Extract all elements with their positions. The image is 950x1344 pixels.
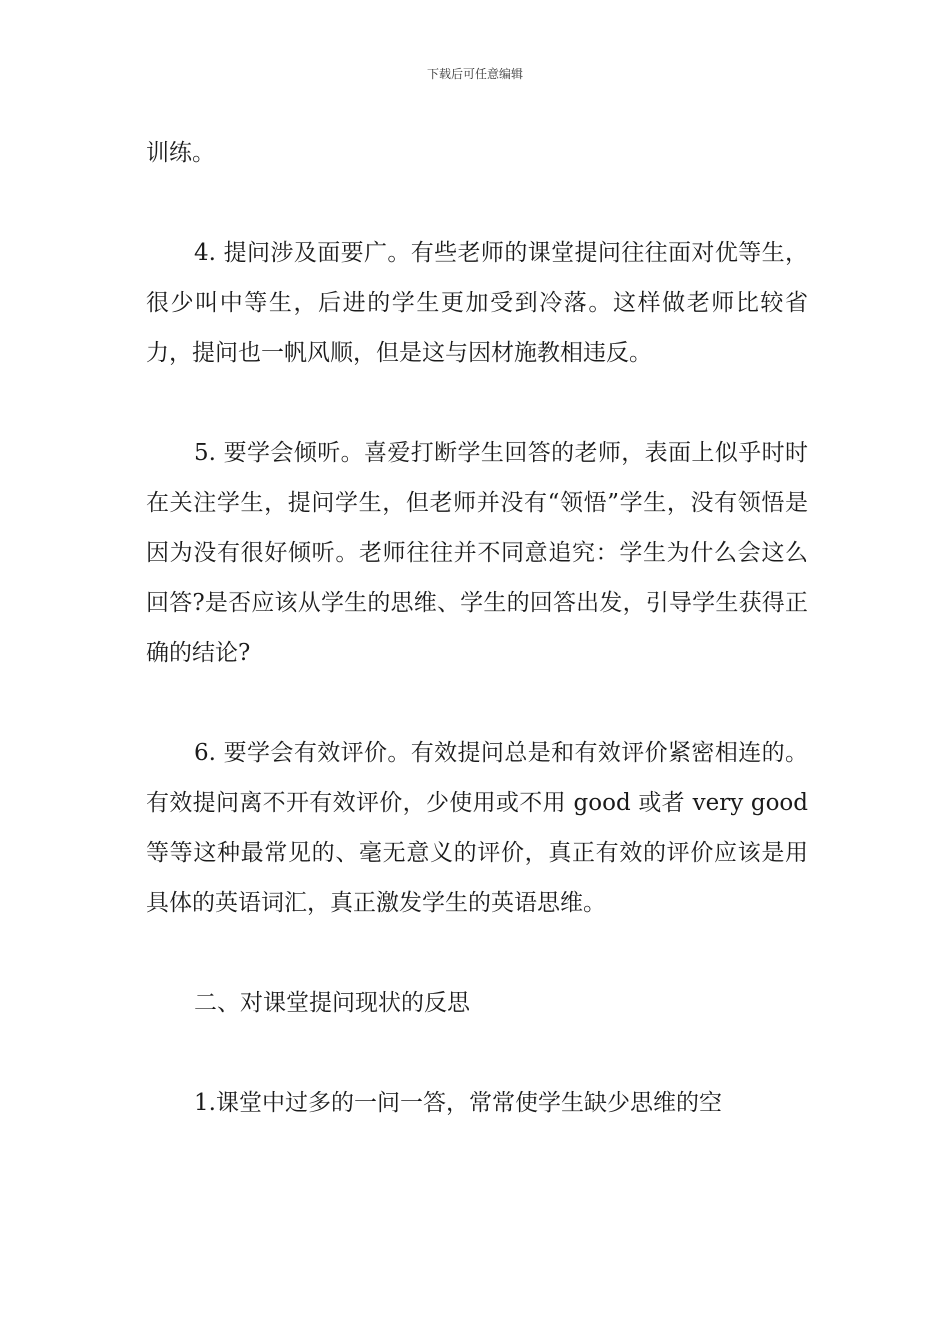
paragraph-item-4: 4. 提问涉及面要广。有些老师的课堂提问往往面对优等生，很少叫中等生，后进的学生更加受到冷落。这样做老师比较省力，提问也一帆风顺，但是这与因材施教相违反。 [146,240,808,366]
paragraph-item-5: 5. 要学会倾听。喜爱打断学生回答的老师，表面上似乎时时在关注学生，提问学生，但老师并没有“领悟”学生，没有领悟是因为没有很好倾听。老师往往并不同意追究：学生为什么会这么回答?是否应该从学生的思维、学生的回答出发，引导学生获得正确的结论? [146,440,808,666]
paragraph-reflection-1: 1.课堂中过多的一问一答，常常使学生缺少思维的空 [194,1090,722,1116]
paragraph-continuation: 训练。 [146,140,215,166]
section-heading: 二、对课堂提问现状的反思 [194,990,470,1016]
page-header-note: 下载后可任意编辑 [426,67,523,81]
document-body [146,128,808,1128]
paragraph-item-6: 6. 要学会有效评价。有效提问总是和有效评价紧密相连的。有效提问离不开有效评价，少使用或不用 good 或者 very good 等等这种最常见的、毫无意义的评价，真正有效的评价应该是用具体的英语词汇，真正激发学生的英语思维。 [146,740,808,916]
